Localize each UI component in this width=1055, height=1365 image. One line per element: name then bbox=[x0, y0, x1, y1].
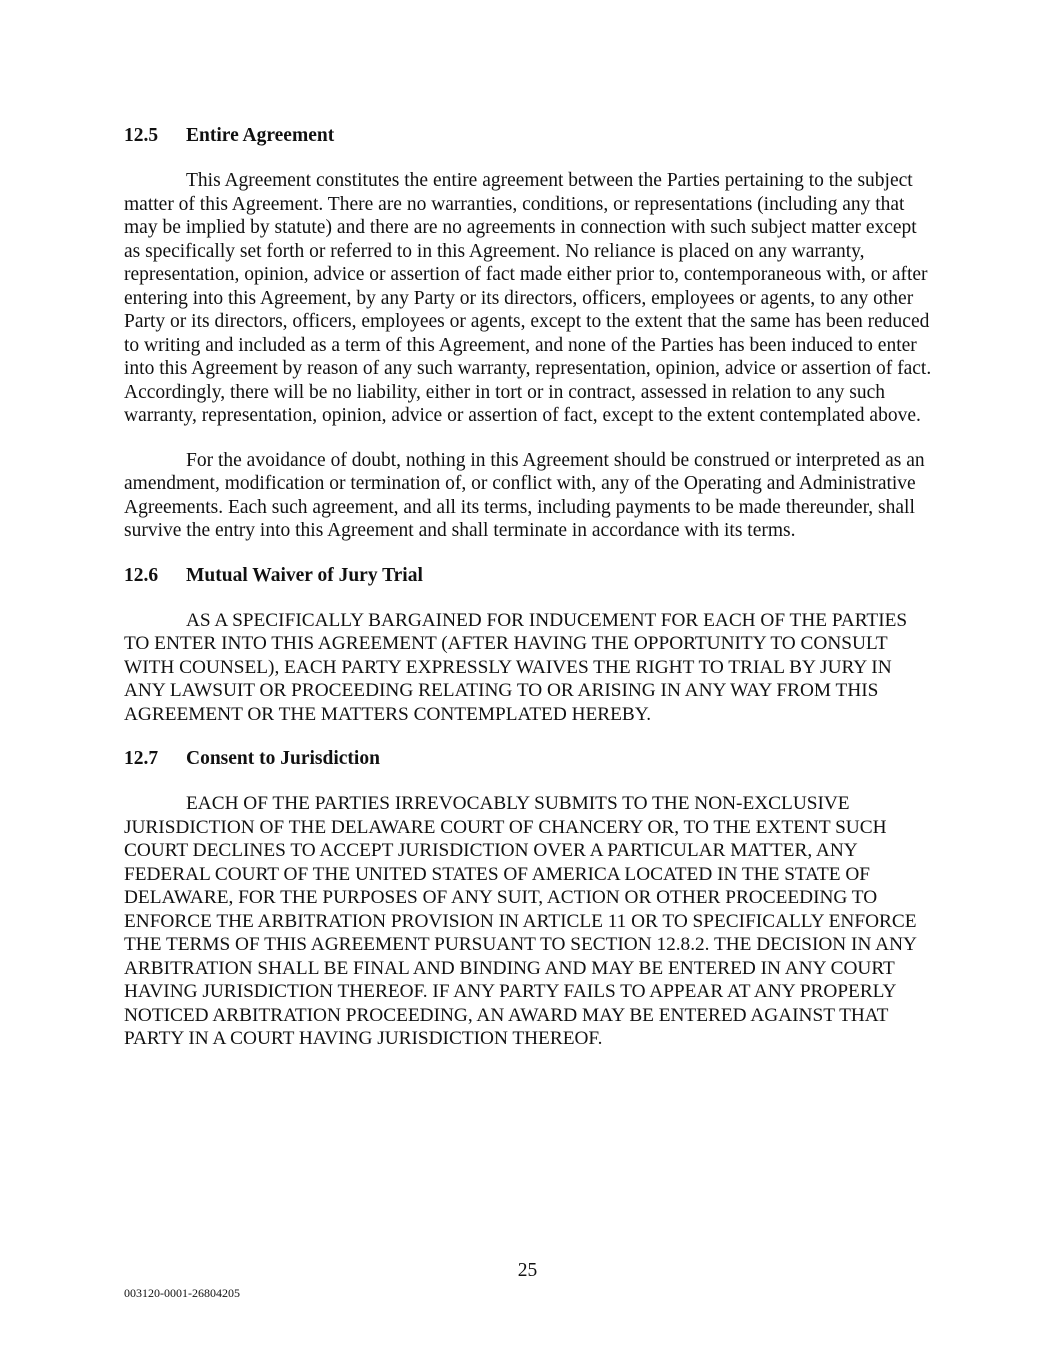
section-title: Consent to Jurisdiction bbox=[186, 748, 380, 769]
section-number: 12.6 bbox=[124, 564, 159, 586]
page-number: 25 bbox=[517, 1260, 538, 1281]
document-id: 003120-0001-26804205 bbox=[124, 1286, 240, 1300]
section-title: Mutual Waiver of Jury Trial bbox=[186, 564, 423, 586]
section-number: 12.5 bbox=[124, 125, 159, 146]
section-heading-12-7 bbox=[124, 747, 932, 771]
section-heading-12-6 bbox=[124, 564, 932, 588]
section-number: 12.7 bbox=[124, 748, 159, 769]
section-12-7-paragraph-1: EACH OF THE PARTIES IRREVOCABLY SUBMITS TO THE NON-EXCLUSIVE JURISDICTION OF THE DELAWARE COURT OF CHANCERY OR, TO THE EXTENT SUCH COURT DECLINES TO ACCEPT JURISDICTION OVER A PARTICULAR MATTER, ANY FEDERAL COURT OF THE UNITED STATES OF AMERICA LOCATED IN THE STATE OF DELAWARE, FOR THE PURPOSES OF ANY SUIT, ACTION OR OTHER PROCEEDING TO ENFORCE THE ARBITRATION PROVISION IN ARTICLE 11 OR TO SPECIFICALLY ENFORCE THE TERMS OF THIS AGREEMENT PURSUANT TO SECTION 12.8.2. THE DECISION IN ANY ARBITRATION SHALL BE FINAL AND BINDING AND MAY BE ENTERED IN ANY COURT HAVING JURISDICTION THEREOF. IF ANY PARTY FAILS TO APPEAR AT ANY PROPERLY NOTICED ARBITRATION PROCEEDING, AN AWARD MAY BE ENTERED AGAINST THAT PARTY IN A COURT HAVING JURISDICTION THEREOF. bbox=[124, 793, 917, 1049]
section-title: Entire Agreement bbox=[186, 125, 335, 146]
section-heading-12-5 bbox=[124, 124, 932, 148]
document-page bbox=[124, 124, 932, 1051]
section-12-6-paragraph-1: AS A SPECIFICALLY BARGAINED FOR INDUCEMENT FOR EACH OF THE PARTIES TO ENTER INTO THIS AGREEMENT (AFTER HAVING THE OPPORTUNITY TO CONSULT WITH COUNSEL), EACH PARTY EXPRESSLY WAIVES THE RIGHT TO TRIAL BY JURY IN ANY LAWSUIT OR PROCEEDING RELATING TO OR ARISING IN ANY WAY FROM THIS AGREEMENT OR THE MATTERS CONTEMPLATED HEREBY. bbox=[124, 609, 908, 725]
section-12-5-paragraph-2: For the avoidance of doubt, nothing in this Agreement should be construed or interpreted as an amendment, modification or termination of, or conflict with, any of the Operating and Administrative Agreements. Each such agreement, and all its terms, including payments to be made thereunder, shall survive the entry into this Agreement and shall terminate in accordance with its terms. bbox=[124, 449, 925, 541]
section-12-5-paragraph-1: This Agreement constitutes the entire agreement between the Parties pertaining to the subject matter of this Agreement. There are no warranties, conditions, or representations (including any that may be implied by statute) and there are no agreements in connection with such subject matter except as specifically set forth or referred to in this Agreement. No reliance is placed on any warranty, representation, opinion, advice or assertion of fact made either prior to, contemporaneous with, or after entering into this Agreement, by any Party or its directors, officers, employees or agents, to any other Party or its directors, officers, employees or agents, except to the extent that the same has been reduced to writing and included as a term of this Agreement, and none of the Parties has been induced to enter into this Agreement by reason of any such warranty, representation, opinion, advice or assertion of fact. Accordingly, there will be no liability, either in tort or in contract, assessed in relation to any such warranty, representation, opinion, advice or assertion of fact, except to the extent contemplated above. bbox=[124, 170, 932, 426]
